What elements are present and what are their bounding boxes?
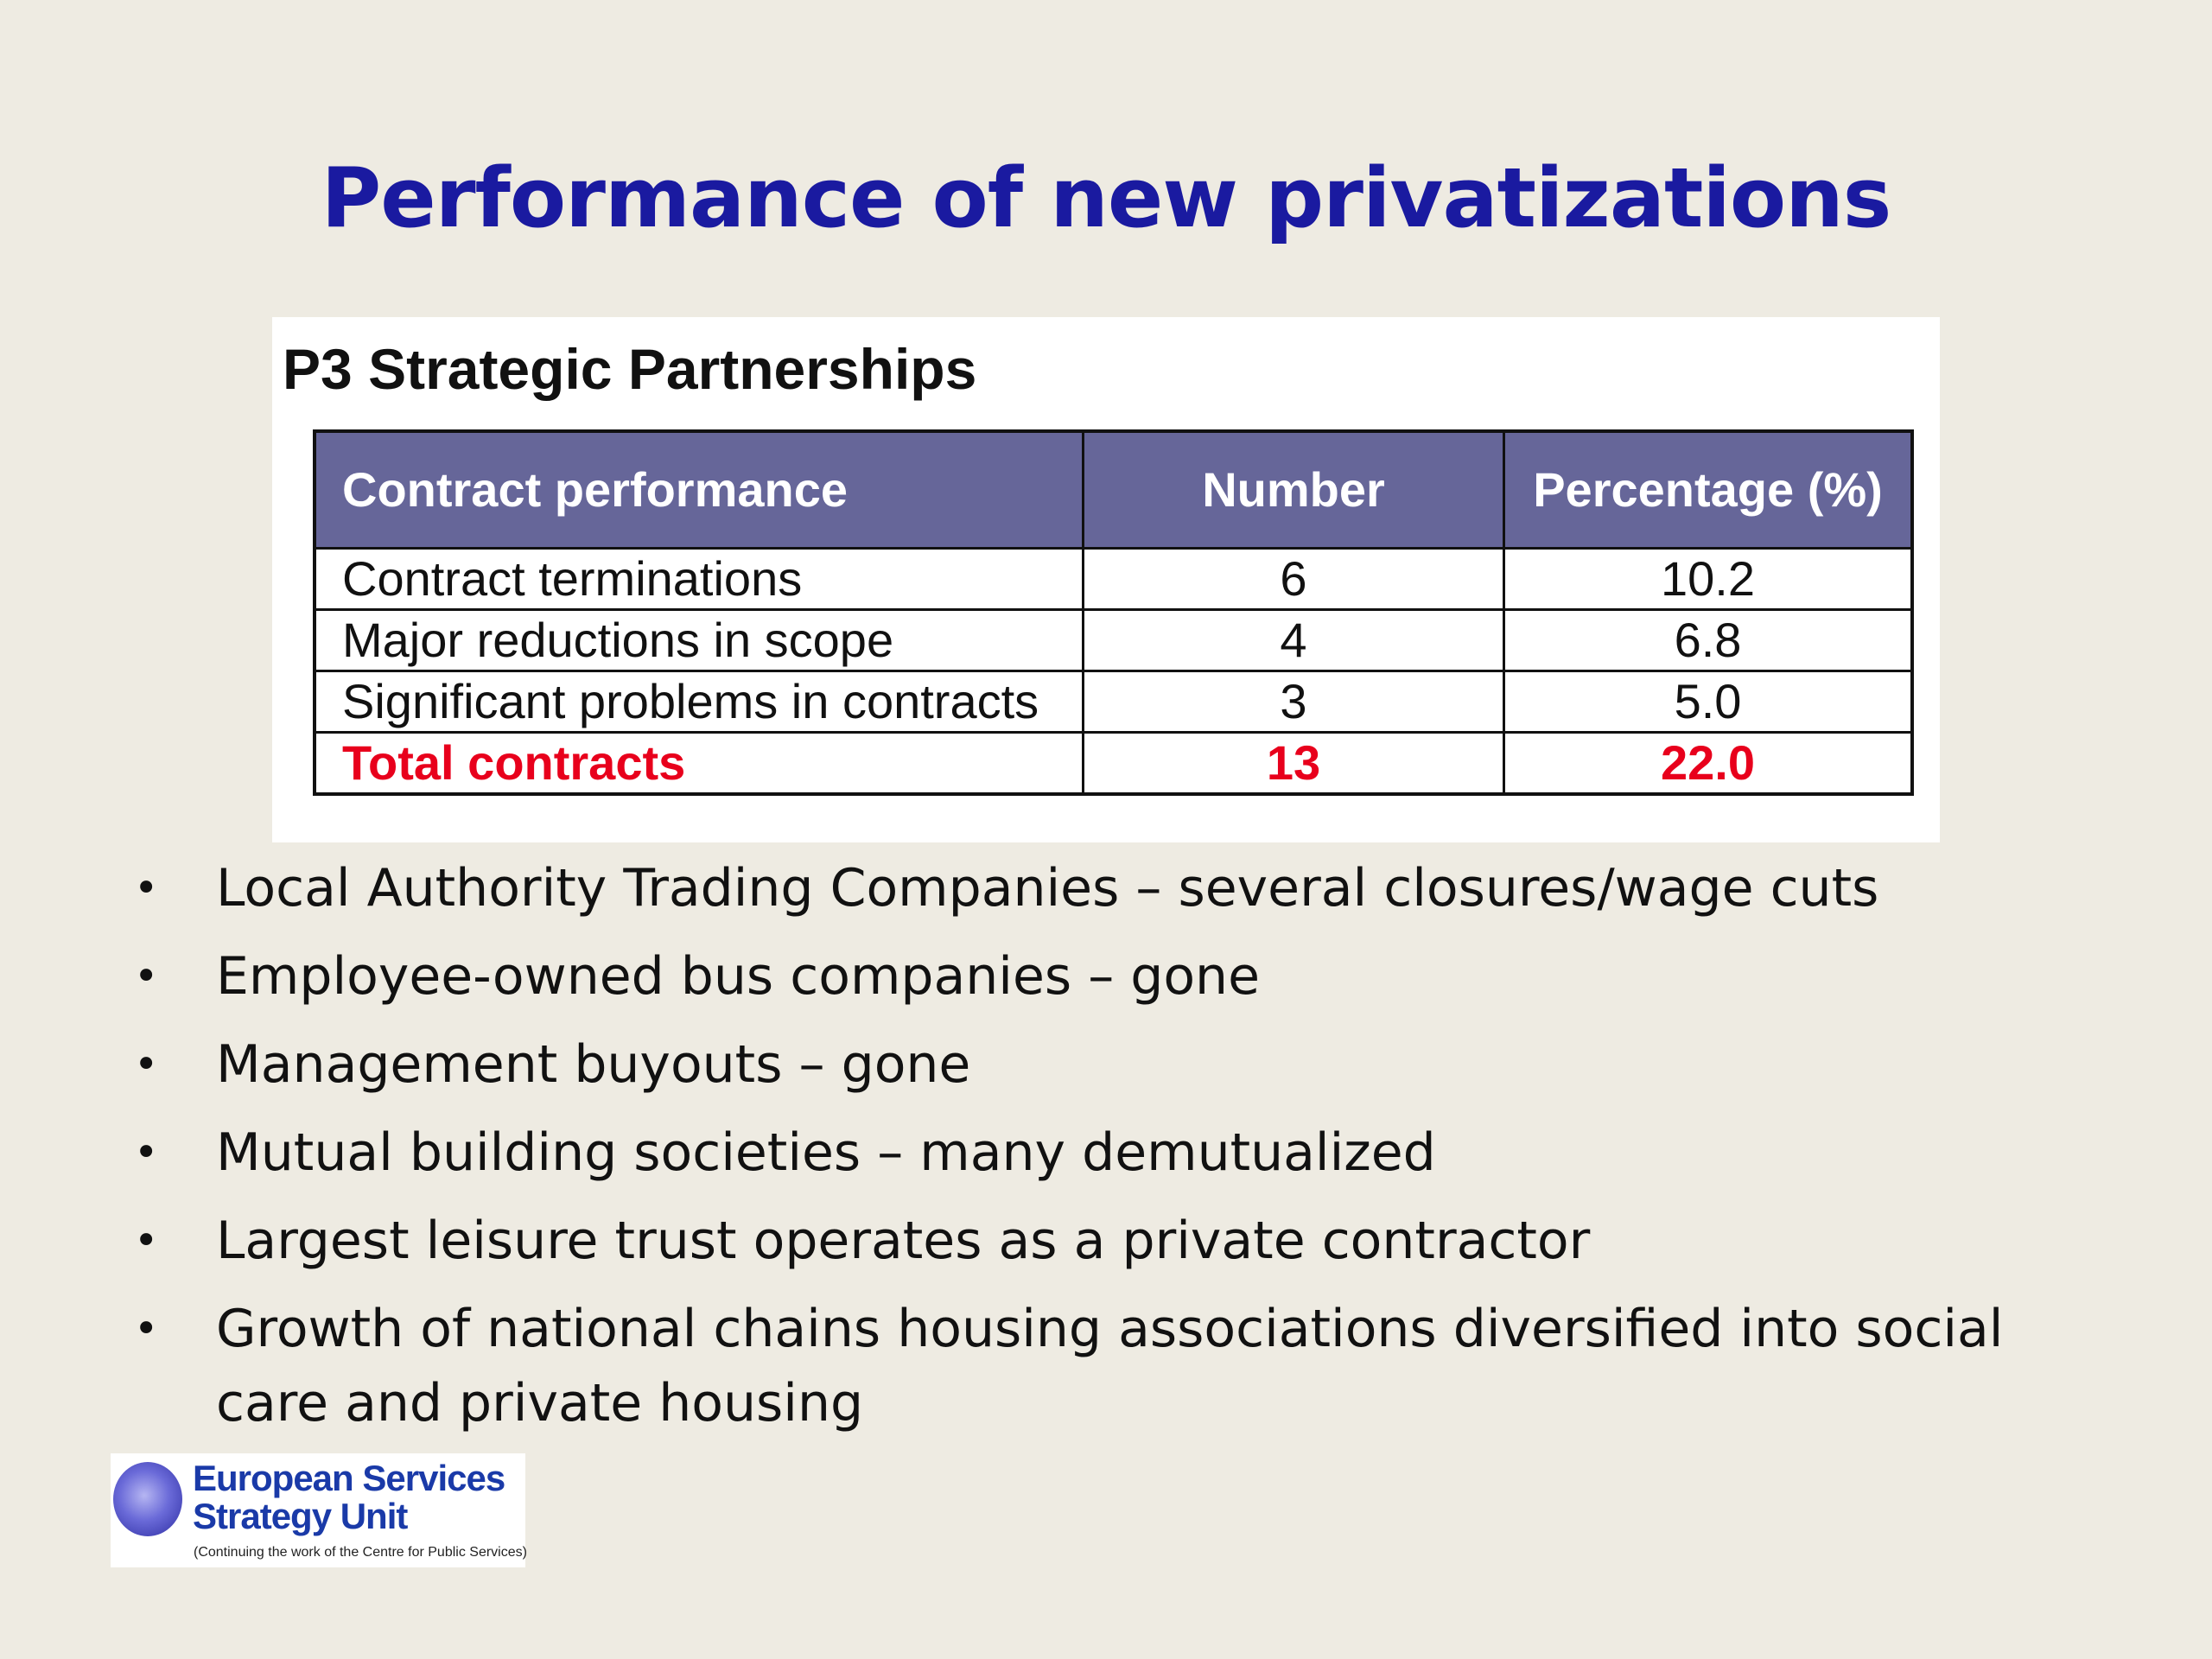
total-number: 13 — [1084, 733, 1504, 795]
row-percentage: 10.2 — [1504, 549, 1913, 610]
esu-logo — [111, 1453, 525, 1567]
table-row — [315, 671, 1912, 733]
row-number: 6 — [1084, 549, 1504, 610]
bullet-list — [130, 851, 2117, 1454]
bullet-dot-icon: • — [134, 1040, 159, 1089]
table-heading: P3 Strategic Partnerships — [283, 337, 977, 401]
logo-line2: Strategy Unit — [193, 1496, 408, 1536]
row-percentage: 6.8 — [1504, 610, 1913, 671]
row-number: 3 — [1084, 671, 1504, 733]
bullet-text: Local Authority Trading Companies – several closures/wage cuts — [216, 858, 1879, 918]
row-label: Major reductions in scope — [315, 610, 1084, 671]
row-percentage: 5.0 — [1504, 671, 1913, 733]
column-header-percentage: Percentage (%) — [1504, 431, 1913, 549]
slide-title: Performance of new privatizations — [321, 151, 1891, 246]
bullet-dot-icon: • — [134, 1128, 159, 1177]
bullet-dot-icon: • — [134, 952, 159, 1001]
column-header-contract-performance: Contract performance — [315, 431, 1084, 549]
logo-subtitle: (Continuing the work of the Centre for Public Services) — [194, 1545, 527, 1560]
bullet-item — [130, 851, 2117, 925]
table-panel — [272, 317, 1940, 842]
table-row — [315, 610, 1912, 671]
bullet-item — [130, 1292, 2117, 1440]
bullet-dot-icon: • — [134, 864, 159, 912]
bullet-item — [130, 1027, 2117, 1102]
row-label: Contract terminations — [315, 549, 1084, 610]
bullet-item — [130, 1116, 2117, 1190]
bullet-text: Mutual building societies – many demutualized — [216, 1122, 1436, 1183]
bullet-dot-icon: • — [134, 1217, 159, 1265]
bullet-text: Employee-owned bus companies – gone — [216, 946, 1260, 1007]
bullet-text: Largest leisure trust operates as a private contractor — [216, 1211, 1591, 1271]
column-header-number: Number — [1084, 431, 1504, 549]
table-row — [315, 549, 1912, 610]
bullet-dot-icon: • — [134, 1305, 159, 1353]
bullet-item — [130, 939, 2117, 1014]
performance-table — [313, 429, 1914, 796]
row-number: 4 — [1084, 610, 1504, 671]
table-header-row — [315, 431, 1912, 549]
bullet-text: Management buyouts – gone — [216, 1034, 971, 1095]
globe-icon — [113, 1462, 182, 1536]
row-label: Significant problems in contracts — [315, 671, 1084, 733]
table-total-row — [315, 733, 1912, 795]
total-label: Total contracts — [315, 733, 1084, 795]
logo-line1: European Services — [193, 1458, 505, 1498]
bullet-text: Growth of national chains housing associations diversified into social care and private housing — [216, 1299, 2004, 1433]
total-percentage: 22.0 — [1504, 733, 1913, 795]
bullet-item — [130, 1204, 2117, 1278]
